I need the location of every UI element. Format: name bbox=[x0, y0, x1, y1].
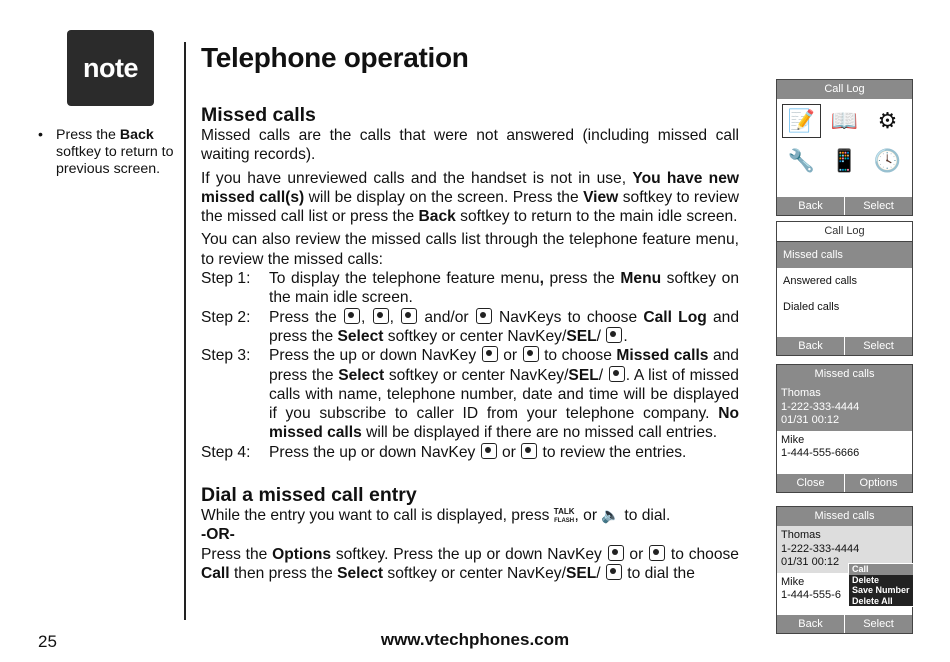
missed-p3: You can also review the missed calls list through the telephone feature menu, to review the missed calls: bbox=[201, 231, 739, 268]
missed-entry[interactable]: Thomas 1-222-333-4444 01/31 00:12 bbox=[777, 526, 912, 573]
clock-icon: 🕓 bbox=[873, 148, 902, 173]
page-title: Telephone operation bbox=[201, 42, 469, 73]
missed-p2: If you have unreviewed calls and the handset is not in use, You have new missed call(s) will be display on the screen. Press the View softkey to review the missed call list or press the Back softkey to return to the main idle screen. bbox=[201, 169, 739, 226]
navkey-up-icon bbox=[344, 308, 360, 324]
tools-icon: 🔧 bbox=[787, 148, 816, 173]
handset-icon: 📱 bbox=[830, 148, 859, 173]
navkey-center-icon bbox=[609, 366, 625, 382]
option-save-number[interactable]: Save Number bbox=[852, 585, 910, 595]
dial-p2: Press the Options softkey. Press the up or down NavKey or to choose Call then press the Select softkey or center NavKey/SEL/ to dial the bbox=[201, 545, 739, 582]
option-call[interactable]: Call bbox=[849, 564, 913, 575]
screen-title: Missed calls bbox=[777, 507, 912, 526]
step-3: Step 3: Press the up or down NavKey or to choose Missed calls and press the Select softkey or center NavKey/SEL/ . A list of missed calls with name, telephone number, date and time will be displayed if you subscribe to caller ID from your telephone company. No missed calls will be displayed if there are no missed call entries. bbox=[201, 347, 739, 442]
navkey-center-icon bbox=[606, 327, 622, 343]
phonebook-icon: 📖 bbox=[830, 108, 859, 133]
navkey-center-icon bbox=[606, 564, 622, 580]
footer-url: www.vtechphones.com bbox=[380, 630, 570, 649]
select-softkey[interactable]: Select bbox=[844, 197, 912, 215]
missed-entry[interactable]: Thomas 1-222-333-4444 01/31 00:12 bbox=[777, 384, 912, 431]
notepad-icon: 📝 bbox=[783, 105, 820, 137]
dial-or: -OR- bbox=[201, 526, 235, 544]
options-softkey[interactable]: Options bbox=[844, 474, 912, 492]
screen-title: Call Log bbox=[777, 80, 912, 99]
navkey-right-icon bbox=[401, 308, 417, 324]
back-softkey[interactable]: Back bbox=[798, 340, 823, 352]
select-softkey[interactable]: Select bbox=[844, 337, 912, 355]
missed-entry[interactable]: Mike 1-444-555-6666 bbox=[781, 433, 860, 459]
missed-entry[interactable]: Mike 1-444-555-6 bbox=[781, 575, 841, 601]
note-badge bbox=[67, 30, 154, 106]
navkey-left-icon bbox=[476, 308, 492, 324]
menu-answered-calls[interactable]: Answered calls bbox=[783, 275, 857, 287]
option-delete[interactable]: Delete bbox=[852, 574, 880, 585]
navkey-down-icon bbox=[521, 443, 537, 459]
screen-call-log-list bbox=[776, 221, 913, 356]
options-popup bbox=[848, 563, 914, 607]
page-number: 25 bbox=[38, 632, 57, 651]
missed-intro: Missed calls are the calls that were not answered (including missed call waiting records). bbox=[201, 127, 739, 164]
navkey-down-icon bbox=[523, 346, 539, 362]
navkey-down-icon bbox=[649, 545, 665, 561]
step-4: Step 4: Press the up or down NavKey or to review the entries. bbox=[201, 443, 687, 461]
step-1: Step 1: To display the telephone feature menu, press the Menu softkey on the main idle screen. bbox=[201, 270, 739, 307]
note-list bbox=[38, 127, 178, 178]
step-2: Step 2: Press the , , and/or NavKeys to choose Call Log and press the Select softkey or center NavKey/SEL/ . bbox=[201, 308, 740, 345]
talk-flash-icon: TALK FLASH bbox=[553, 507, 575, 525]
screen-title: Missed calls bbox=[777, 365, 912, 384]
navkey-up-icon bbox=[481, 443, 497, 459]
option-delete-all[interactable]: Delete All bbox=[852, 595, 893, 606]
screen-title: Call Log bbox=[777, 222, 912, 242]
select-softkey[interactable]: Select bbox=[844, 615, 912, 633]
divider bbox=[184, 42, 186, 620]
close-softkey[interactable]: Close bbox=[796, 477, 825, 489]
dial-p1: While the entry you want to call is displayed, press TALK FLASH, or 🔈 to dial. bbox=[201, 507, 671, 525]
settings-icon: ⚙ bbox=[877, 108, 898, 133]
note-tip: • Press the Back softkey to return to previous screen. bbox=[38, 127, 178, 178]
screen-missed-options bbox=[776, 506, 913, 634]
note-label: note bbox=[83, 52, 138, 83]
back-softkey[interactable]: Back bbox=[798, 618, 823, 630]
screen-missed-calls bbox=[776, 364, 913, 493]
back-softkey[interactable]: Back bbox=[798, 200, 823, 212]
navkey-up-icon bbox=[482, 346, 498, 362]
menu-dialed-calls[interactable]: Dialed calls bbox=[783, 301, 840, 313]
speaker-icon: 🔈 bbox=[601, 507, 621, 525]
icon-grid bbox=[777, 99, 912, 183]
navkey-up-icon bbox=[608, 545, 624, 561]
navkey-down-icon bbox=[373, 308, 389, 324]
dial-heading: Dial a missed call entry bbox=[201, 484, 417, 507]
main-content bbox=[201, 104, 739, 583]
screen-call-log-icons bbox=[776, 79, 913, 216]
missed-calls-heading: Missed calls bbox=[201, 104, 316, 126]
menu-missed-calls[interactable]: Missed calls bbox=[777, 242, 912, 268]
